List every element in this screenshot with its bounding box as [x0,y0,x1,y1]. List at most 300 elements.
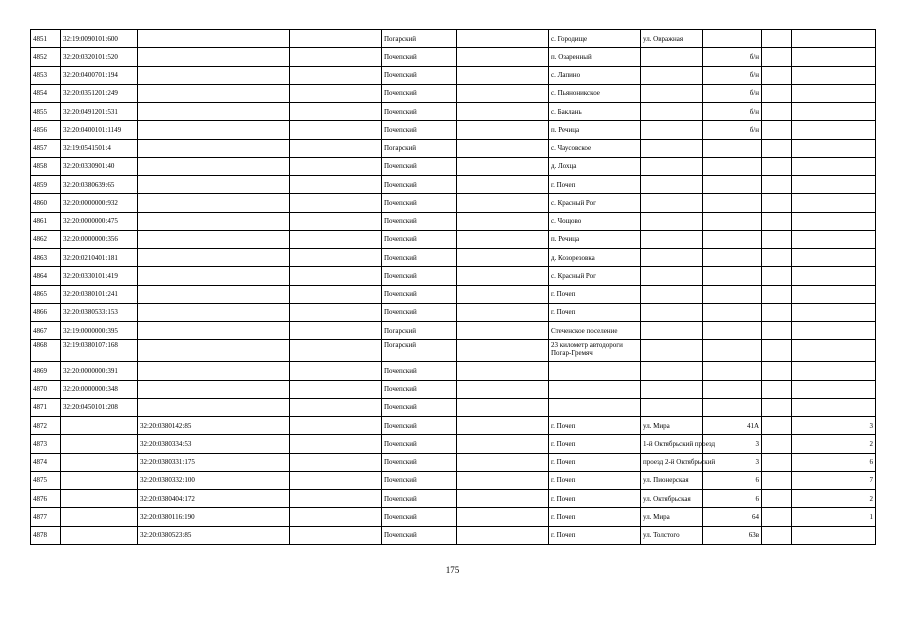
apartment-cell [792,30,876,48]
empty-cell [762,176,792,194]
empty-cell [290,121,382,139]
empty-cell [290,230,382,248]
apartment-cell [792,212,876,230]
district-cell: Почепский [382,490,457,508]
table-row [31,380,876,398]
table-row [31,103,876,121]
street-cell [641,322,703,340]
empty-cell [457,453,549,471]
district-cell: Почепский [382,176,457,194]
table-row [31,322,876,340]
cadastral-number-cell [61,453,138,471]
house-number-cell: 3 [703,453,762,471]
empty-cell [457,471,549,489]
row-number-cell: 4860 [31,194,61,212]
cadastral-number-cell: 32:20:0320101:520 [61,48,138,66]
district-cell: Почепский [382,194,457,212]
table-row [31,303,876,321]
house-number-cell [703,157,762,175]
building-cadastral-cell: 32:20:0380142:85 [138,417,290,435]
apartment-cell [792,526,876,544]
cadastral-number-cell: 32:20:0380639:65 [61,176,138,194]
settlement-cell [549,362,641,380]
row-number-cell: 4858 [31,157,61,175]
table-row [31,471,876,489]
table-row [31,417,876,435]
district-cell: Почепский [382,84,457,102]
table-row [31,157,876,175]
settlement-cell: г. Почеп [549,508,641,526]
district-cell: Погарский [382,139,457,157]
settlement-cell: с. Чаусовское [549,139,641,157]
empty-cell [290,212,382,230]
empty-cell [762,121,792,139]
street-cell [641,267,703,285]
house-number-cell [703,212,762,230]
house-number-cell [703,362,762,380]
empty-cell [457,398,549,416]
empty-cell [457,176,549,194]
house-number-cell [703,249,762,267]
district-cell: Почепский [382,249,457,267]
row-number-cell: 4867 [31,322,61,340]
building-cadastral-cell [138,84,290,102]
empty-cell [290,398,382,416]
cadastral-number-cell: 32:20:0450101:208 [61,398,138,416]
cadastral-number-cell: 32:19:0090101:600 [61,30,138,48]
row-number-cell: 4853 [31,66,61,84]
empty-cell [457,121,549,139]
empty-cell [290,435,382,453]
house-number-cell [703,267,762,285]
table-row [31,362,876,380]
house-number-cell: 63в [703,526,762,544]
empty-cell [457,157,549,175]
house-number-cell [703,303,762,321]
apartment-cell [792,267,876,285]
cadastral-number-cell: 32:20:0330101:419 [61,267,138,285]
empty-cell [290,103,382,121]
row-number-cell: 4854 [31,84,61,102]
empty-cell [290,139,382,157]
building-cadastral-cell: 32:20:0380116:190 [138,508,290,526]
street-cell: 1-й Октябрьский проезд [641,435,703,453]
apartment-cell [792,121,876,139]
district-cell: Почепский [382,267,457,285]
empty-cell [762,340,792,362]
empty-cell [290,362,382,380]
street-cell [641,103,703,121]
house-number-cell [703,340,762,362]
street-cell [641,84,703,102]
empty-cell [762,285,792,303]
cadastral-number-cell: 32:19:0380107:168 [61,340,138,362]
settlement-cell: д. Лохца [549,157,641,175]
cadastral-number-cell [61,435,138,453]
row-number-cell: 4859 [31,176,61,194]
row-number-cell: 4851 [31,30,61,48]
house-number-cell [703,30,762,48]
house-number-cell [703,322,762,340]
building-cadastral-cell [138,48,290,66]
empty-cell [290,176,382,194]
empty-cell [457,380,549,398]
cadastral-number-cell: 32:20:0351201:249 [61,84,138,102]
row-number-cell: 4870 [31,380,61,398]
district-cell: Погарский [382,340,457,362]
empty-cell [457,249,549,267]
district-cell: Почепский [382,303,457,321]
settlement-cell: с. Красный Рог [549,194,641,212]
house-number-cell: 41А [703,417,762,435]
street-cell [641,398,703,416]
settlement-cell: Стеченское поселение [549,322,641,340]
house-number-cell [703,230,762,248]
empty-cell [457,285,549,303]
building-cadastral-cell [138,398,290,416]
house-number-cell: б/н [703,48,762,66]
building-cadastral-cell [138,176,290,194]
house-number-cell: б/н [703,103,762,121]
building-cadastral-cell: 32:20:0380332:100 [138,471,290,489]
table-row [31,48,876,66]
settlement-cell: г. Почеп [549,285,641,303]
house-number-cell [703,398,762,416]
empty-cell [290,249,382,267]
district-cell: Почепский [382,48,457,66]
house-number-cell [703,194,762,212]
apartment-cell [792,362,876,380]
empty-cell [457,508,549,526]
settlement-cell: п. Озаренный [549,48,641,66]
district-cell: Почепский [382,380,457,398]
apartment-cell [792,230,876,248]
row-number-cell: 4868 [31,340,61,362]
district-cell: Почепский [382,121,457,139]
street-cell [641,230,703,248]
house-number-cell: б/н [703,121,762,139]
settlement-cell: с. Баклань [549,103,641,121]
empty-cell [762,435,792,453]
house-number-cell: 6 [703,471,762,489]
empty-cell [762,212,792,230]
empty-cell [762,303,792,321]
street-cell [641,194,703,212]
empty-cell [762,157,792,175]
table-row [31,139,876,157]
empty-cell [762,267,792,285]
apartment-cell: 3 [792,417,876,435]
settlement-cell: г. Почеп [549,176,641,194]
table-row [31,453,876,471]
row-number-cell: 4873 [31,435,61,453]
row-number-cell: 4861 [31,212,61,230]
district-cell: Почепский [382,66,457,84]
table-row [31,340,876,362]
row-number-cell: 4876 [31,490,61,508]
empty-cell [762,490,792,508]
settlement-cell: с. Лапино [549,66,641,84]
cadastral-number-cell: 32:20:0000000:391 [61,362,138,380]
building-cadastral-cell [138,212,290,230]
settlement-cell: 23 километр автодороги Погар-Гремяч [549,340,641,362]
cadastral-number-cell: 32:20:0000000:356 [61,230,138,248]
street-cell [641,285,703,303]
empty-cell [457,84,549,102]
street-cell [641,157,703,175]
row-number-cell: 4878 [31,526,61,544]
street-cell: ул. Толстого [641,526,703,544]
row-number-cell: 4871 [31,398,61,416]
empty-cell [457,526,549,544]
building-cadastral-cell [138,380,290,398]
empty-cell [457,66,549,84]
row-number-cell: 4857 [31,139,61,157]
table-row [31,230,876,248]
settlement-cell: г. Почеп [549,417,641,435]
apartment-cell [792,194,876,212]
empty-cell [457,322,549,340]
building-cadastral-cell [138,249,290,267]
table-row [31,66,876,84]
street-cell: ул. Овражная [641,30,703,48]
cadastral-number-cell: 32:19:0000000:395 [61,322,138,340]
empty-cell [290,417,382,435]
house-number-cell [703,380,762,398]
street-cell: ул. Мира [641,417,703,435]
house-number-cell [703,176,762,194]
district-cell: Почепский [382,157,457,175]
house-number-cell: 3 [703,435,762,453]
building-cadastral-cell: 32:20:0380331:175 [138,453,290,471]
district-cell: Почепский [382,285,457,303]
empty-cell [762,471,792,489]
empty-cell [290,380,382,398]
empty-cell [290,322,382,340]
settlement-cell [549,398,641,416]
row-number-cell: 4852 [31,48,61,66]
street-cell [641,362,703,380]
table-row [31,508,876,526]
empty-cell [762,230,792,248]
cadastral-number-cell: 32:20:0400701:194 [61,66,138,84]
cadastral-number-cell [61,526,138,544]
empty-cell [762,84,792,102]
cadastral-number-cell: 32:20:0000000:932 [61,194,138,212]
empty-cell [762,194,792,212]
district-cell: Почепский [382,526,457,544]
apartment-cell [792,48,876,66]
cadastral-number-cell: 32:20:0000000:348 [61,380,138,398]
empty-cell [457,139,549,157]
district-cell: Погарский [382,30,457,48]
empty-cell [457,340,549,362]
apartment-cell [792,398,876,416]
building-cadastral-cell [138,322,290,340]
empty-cell [457,30,549,48]
house-number-cell: 64 [703,508,762,526]
street-cell [641,48,703,66]
settlement-cell: г. Почеп [549,526,641,544]
empty-cell [457,48,549,66]
house-number-cell: 6 [703,490,762,508]
cadastral-number-cell [61,508,138,526]
empty-cell [762,30,792,48]
building-cadastral-cell [138,103,290,121]
empty-cell [457,212,549,230]
street-cell [641,303,703,321]
table-row [31,435,876,453]
empty-cell [457,417,549,435]
apartment-cell [792,103,876,121]
row-number-cell: 4863 [31,249,61,267]
street-cell: ул. Мира [641,508,703,526]
street-cell [641,121,703,139]
building-cadastral-cell [138,362,290,380]
apartment-cell: 2 [792,435,876,453]
building-cadastral-cell [138,157,290,175]
apartment-cell: 1 [792,508,876,526]
district-cell: Почепский [382,398,457,416]
settlement-cell: с. Чощово [549,212,641,230]
district-cell: Почепский [382,508,457,526]
district-cell: Почепский [382,362,457,380]
cadastral-number-cell: 32:19:0541501:4 [61,139,138,157]
street-cell [641,139,703,157]
settlement-cell: г. Почеп [549,453,641,471]
apartment-cell [792,249,876,267]
table-row [31,194,876,212]
table-row [31,285,876,303]
row-number-cell: 4864 [31,267,61,285]
cadastral-number-cell [61,490,138,508]
cadastral-number-cell [61,417,138,435]
table-row [31,249,876,267]
row-number-cell: 4874 [31,453,61,471]
row-number-cell: 4856 [31,121,61,139]
settlement-cell: п. Речица [549,230,641,248]
empty-cell [762,249,792,267]
table-row [31,526,876,544]
empty-cell [290,303,382,321]
empty-cell [290,490,382,508]
empty-cell [762,453,792,471]
row-number-cell: 4875 [31,471,61,489]
empty-cell [762,380,792,398]
table-row [31,176,876,194]
row-number-cell: 4877 [31,508,61,526]
empty-cell [762,103,792,121]
apartment-cell [792,139,876,157]
table-row [31,30,876,48]
cadastral-number-cell: 32:20:0210401:181 [61,249,138,267]
settlement-cell: с. Красный Рог [549,267,641,285]
empty-cell [290,471,382,489]
building-cadastral-cell [138,194,290,212]
street-cell [641,380,703,398]
district-cell: Почепский [382,103,457,121]
empty-cell [762,48,792,66]
empty-cell [762,322,792,340]
apartment-cell: 7 [792,471,876,489]
apartment-cell [792,303,876,321]
cadastral-number-cell: 32:20:0330901:40 [61,157,138,175]
cadastral-number-cell: 32:20:0491201:531 [61,103,138,121]
row-number-cell: 4866 [31,303,61,321]
empty-cell [290,285,382,303]
empty-cell [762,398,792,416]
building-cadastral-cell: 32:20:0380404:172 [138,490,290,508]
district-cell: Почепский [382,471,457,489]
empty-cell [457,103,549,121]
page-number: 175 [445,565,460,575]
row-number-cell: 4865 [31,285,61,303]
table-row [31,212,876,230]
empty-cell [762,417,792,435]
apartment-cell [792,322,876,340]
settlement-cell: с. Пьяноникское [549,84,641,102]
empty-cell [290,508,382,526]
street-cell: ул. Пионерская [641,471,703,489]
district-cell: Почепский [382,230,457,248]
street-cell: проезд 2-й Октябрьский [641,453,703,471]
building-cadastral-cell [138,303,290,321]
settlement-cell: г. Почеп [549,303,641,321]
building-cadastral-cell: 32:20:0380523:85 [138,526,290,544]
empty-cell [290,157,382,175]
house-number-cell: б/н [703,84,762,102]
empty-cell [290,194,382,212]
empty-cell [290,453,382,471]
row-number-cell: 4855 [31,103,61,121]
street-cell [641,176,703,194]
apartment-cell [792,84,876,102]
empty-cell [457,303,549,321]
empty-cell [762,139,792,157]
empty-cell [290,84,382,102]
house-number-cell: б/н [703,66,762,84]
building-cadastral-cell [138,340,290,362]
empty-cell [290,340,382,362]
empty-cell [762,508,792,526]
table-row [31,490,876,508]
cadastral-number-cell: 32:20:0000000:475 [61,212,138,230]
table-row [31,398,876,416]
street-cell: ул. Октябрьская [641,490,703,508]
building-cadastral-cell [138,66,290,84]
street-cell [641,340,703,362]
settlement-cell: г. Почеп [549,490,641,508]
empty-cell [457,267,549,285]
apartment-cell [792,157,876,175]
street-cell [641,66,703,84]
district-cell: Почепский [382,417,457,435]
empty-cell [290,48,382,66]
row-number-cell: 4869 [31,362,61,380]
cadastral-number-cell: 32:20:0400101:1149 [61,121,138,139]
apartment-cell [792,66,876,84]
district-cell: Почепский [382,212,457,230]
empty-cell [290,66,382,84]
apartment-cell [792,176,876,194]
empty-cell [457,362,549,380]
table-row [31,84,876,102]
building-cadastral-cell [138,121,290,139]
apartment-cell [792,285,876,303]
settlement-cell [549,380,641,398]
street-cell [641,249,703,267]
empty-cell [457,230,549,248]
